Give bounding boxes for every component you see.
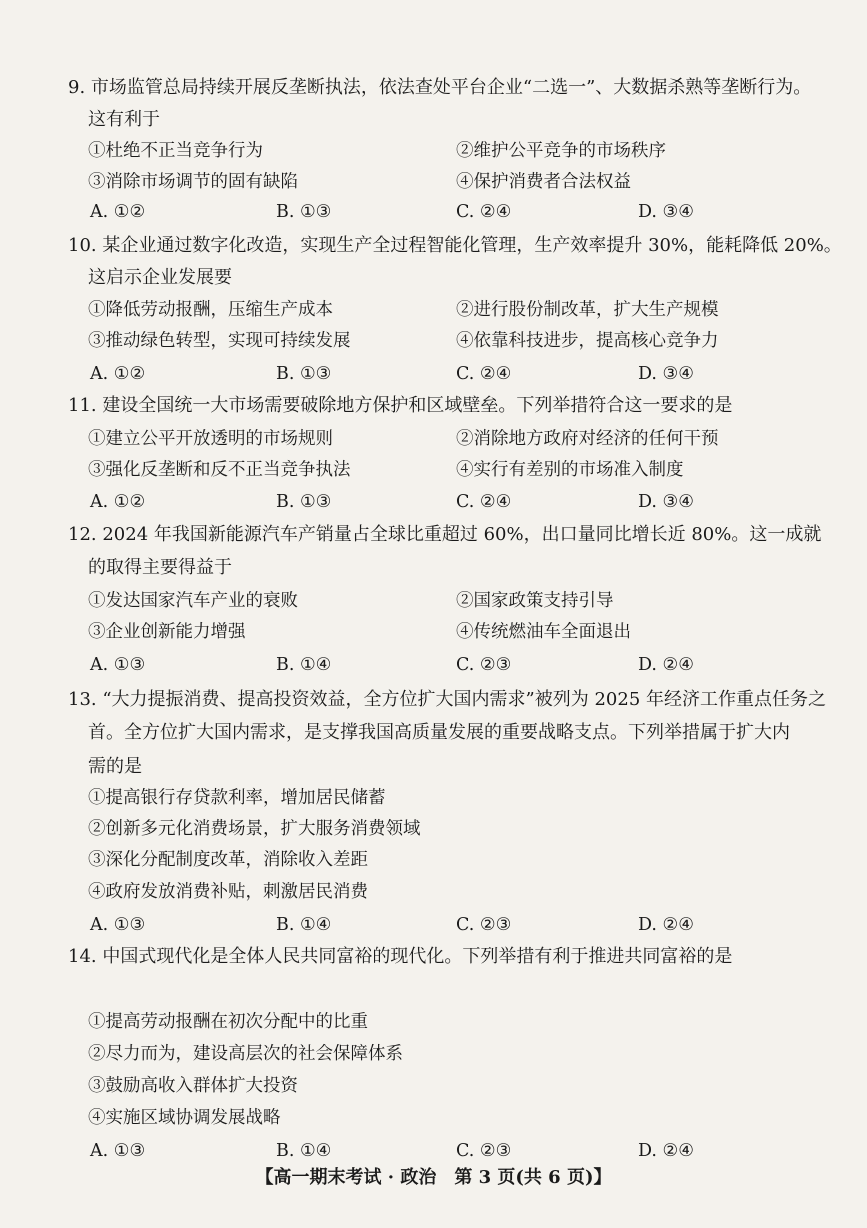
- question-stem-line: 9. 市场监管总局持续开展反垄断执法，依法查处平台企业“二选一”、大数据杀熟等垄断行为。: [68, 77, 812, 98]
- answer-choice-b: B. ①③: [276, 492, 332, 512]
- question-stem-line: 13. “大力提振消费、提高投资效益，全方位扩大国内需求”被列为 2025 年经济工作重点任务之: [68, 689, 827, 710]
- answer-choice-d: D. ②④: [638, 655, 694, 675]
- statement-item: ②进行股份制改革，扩大生产规模: [456, 300, 719, 320]
- answer-choice-a: A. ①③: [90, 655, 146, 675]
- question-stem-line: 这有利于: [88, 109, 160, 130]
- statement-item: ①提高劳动报酬在初次分配中的比重: [88, 1012, 368, 1032]
- statement-item: ④保护消费者合法权益: [456, 172, 631, 192]
- statement-item: ②消除地方政府对经济的任何干预: [456, 429, 719, 449]
- answer-choice-b: B. ①④: [276, 655, 332, 675]
- answer-choice-b: B. ①③: [276, 364, 332, 384]
- question-stem-line: 11. 建设全国统一大市场需要破除地方保护和区域壁垒。下列举措符合这一要求的是: [68, 395, 733, 416]
- answer-choice-a: A. ①③: [90, 915, 146, 935]
- answer-choice-d: D. ②④: [638, 1141, 694, 1161]
- answer-choice-d: D. ③④: [638, 202, 694, 222]
- question-stem-line: 需的是: [88, 756, 142, 777]
- statement-item: ①建立公平开放透明的市场规则: [88, 429, 333, 449]
- answer-choice-a: A. ①②: [90, 492, 146, 512]
- question-stem-line: 首。全方位扩大国内需求，是支撑我国高质量发展的重要战略支点。下列举措属于扩大内: [88, 722, 790, 743]
- answer-choice-c: C. ②③: [456, 1141, 512, 1161]
- answer-choice-c: C. ②④: [456, 202, 512, 222]
- statement-item: ③鼓励高收入群体扩大投资: [88, 1076, 298, 1096]
- question-stem-line: 10. 某企业通过数字化改造，实现生产全过程智能化管理，生产效率提升 30%，能耗降低 20%。: [68, 235, 842, 256]
- answer-choice-c: C. ②④: [456, 492, 512, 512]
- answer-choice-d: D. ③④: [638, 492, 694, 512]
- statement-item: ②国家政策支持引导: [456, 591, 614, 611]
- answer-choice-d: D. ②④: [638, 915, 694, 935]
- statement-item: ③企业创新能力增强: [88, 622, 246, 642]
- page-footer: 【高一期末考试 · 政治 第 3 页(共 6 页)】: [255, 1167, 612, 1188]
- answer-choice-b: B. ①④: [276, 1141, 332, 1161]
- statement-item: ④政府发放消费补贴，刺激居民消费: [88, 882, 368, 902]
- statement-item: ③推动绿色转型，实现可持续发展: [88, 331, 351, 351]
- statement-item: ②创新多元化消费场景，扩大服务消费领域: [88, 819, 421, 839]
- statement-item: ②尽力而为，建设高层次的社会保障体系: [88, 1044, 403, 1064]
- statement-item: ①提高银行存贷款利率，增加居民储蓄: [88, 788, 386, 808]
- statement-item: ③深化分配制度改革，消除收入差距: [88, 850, 368, 870]
- answer-choice-d: D. ③④: [638, 364, 694, 384]
- statement-item: ①发达国家汽车产业的衰败: [88, 591, 298, 611]
- answer-choice-c: C. ②④: [456, 364, 512, 384]
- question-stem-line: 12. 2024 年我国新能源汽车产销量占全球比重超过 60%，出口量同比增长近 80%。这一成就: [68, 524, 822, 545]
- answer-choice-c: C. ②③: [456, 655, 512, 675]
- statement-item: ③强化反垄断和反不正当竞争执法: [88, 460, 351, 480]
- statement-item: ③消除市场调节的固有缺陷: [88, 172, 298, 192]
- question-stem-line: 这启示企业发展要: [88, 267, 232, 288]
- answer-choice-c: C. ②③: [456, 915, 512, 935]
- answer-choice-b: B. ①③: [276, 202, 332, 222]
- answer-choice-a: A. ①③: [90, 1141, 146, 1161]
- answer-choice-a: A. ①②: [90, 202, 146, 222]
- statement-item: ④实行有差别的市场准入制度: [456, 460, 684, 480]
- statement-item: ④实施区域协调发展战略: [88, 1108, 281, 1128]
- statement-item: ①杜绝不正当竞争行为: [88, 141, 263, 161]
- statement-item: ④依靠科技进步，提高核心竞争力: [456, 331, 719, 351]
- statement-item: ④传统燃油车全面退出: [456, 622, 631, 642]
- statement-item: ①降低劳动报酬，压缩生产成本: [88, 300, 333, 320]
- answer-choice-a: A. ①②: [90, 364, 146, 384]
- answer-choice-b: B. ①④: [276, 915, 332, 935]
- question-stem-line: 的取得主要得益于: [88, 557, 232, 578]
- statement-item: ②维护公平竞争的市场秩序: [456, 141, 666, 161]
- question-stem-line: 14. 中国式现代化是全体人民共同富裕的现代化。下列举措有利于推进共同富裕的是: [68, 946, 733, 967]
